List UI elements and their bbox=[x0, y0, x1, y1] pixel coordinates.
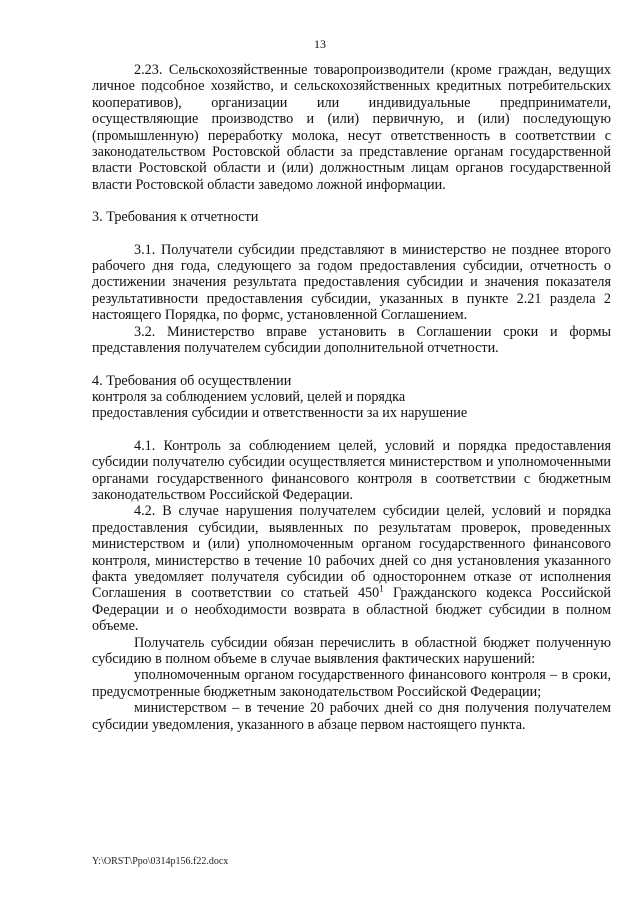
paragraph-2-23: 2.23. Сельскохозяйственные товаропроизводители (кроме граждан, ведущих личное подсобное хозяйство, и сельскохозяйственных кредитных потребительских кооперативов), организации или индивидуальные предприниматели, осуществляющие производство и (или) первичную, и (или) последующую (промышленную) переработку молока, несут ответственность в соответствии с законодательством Ростовской области за представление органам государственной власти Ростовской области и (или) должностным лицам органов государственной власти Ростовской области заведомо ложной информации. bbox=[92, 62, 611, 193]
section-3-heading: 3. Требования к отчетности bbox=[92, 209, 259, 226]
paragraph-4-2-part-b: Гражданского кодекса Российской Федерации и о необходимости возврата в областной бюджет субсидии в полном объеме. bbox=[92, 585, 611, 635]
article-superscript: 1 bbox=[379, 583, 384, 594]
paragraph-4-2-part-a: 4.2. В случае нарушения получателем субсидии целей, условий и порядка предоставления субсидии, выявленных по результатам проверок, проведенных министерством и (или) уполномоченным органом государственного финансового контроля, министерство в течение 10 рабочих дней со дня установления указанного факта уведомляет получателя субсидии об одностороннем отказе от исполнения Соглашения в соответствии со статьей 450 bbox=[92, 503, 611, 602]
section-4-heading bbox=[92, 373, 611, 422]
paragraph-3-1: 3.1. Получатели субсидии представляют в министерство не позднее второго рабочего дня года, следующего за годом предоставления субсидии, отчетность о достижении значения результата предоставления субсидии и значения показателя результативности предоставления субсидии, указанных в пункте 2.21 раздела 2 настоящего Порядка, по формс, установленной Соглашением. bbox=[92, 241, 611, 324]
paragraph-item-2: министерством – в течение 20 рабочих дней со дня получения получателем субсидии уведомления, указанного в абзаце первом настоящего пункта. bbox=[92, 700, 611, 733]
paragraph-4-1: 4.1. Контроль за соблюдением целей, условий и порядка предоставления субсидии получателю субсидии осуществляется министерством и уполномоченными органами государственного финансового контроля в соответствии с бюджетным законодательством Российской Федерации. bbox=[92, 437, 611, 503]
spacer bbox=[92, 193, 611, 209]
section-4-heading-line-1: 4. Требования об осуществлении bbox=[92, 372, 292, 389]
paragraph-4-2 bbox=[92, 503, 611, 634]
spacer bbox=[92, 422, 611, 438]
spacer bbox=[92, 226, 611, 242]
section-4-heading-line-3: предоставления субсидии и ответственности за их нарушение bbox=[92, 405, 468, 422]
document-body bbox=[92, 62, 611, 733]
section-4-heading-line-2: контроля за соблюдением условий, целей и порядка bbox=[92, 388, 406, 405]
paragraph-obligation: Получатель субсидии обязан перечислить в областной бюджет полученную субсидию в полном объеме в случае выявления фактических нарушений: bbox=[92, 634, 611, 667]
page-number: 13 bbox=[314, 37, 326, 51]
paragraph-3-2: 3.2. Министерство вправе установить в Соглашении сроки и формы представления получателем субсидии дополнительной отчетности. bbox=[92, 323, 611, 357]
footer-file-path: Y:\ORST\Ppo\0314p156.f22.docx bbox=[92, 856, 229, 867]
paragraph-item-1: уполномоченным органом государственного финансового контроля – в сроки, предусмотренные бюджетным законодательством Российской Федерации; bbox=[92, 667, 611, 700]
spacer bbox=[92, 357, 611, 373]
